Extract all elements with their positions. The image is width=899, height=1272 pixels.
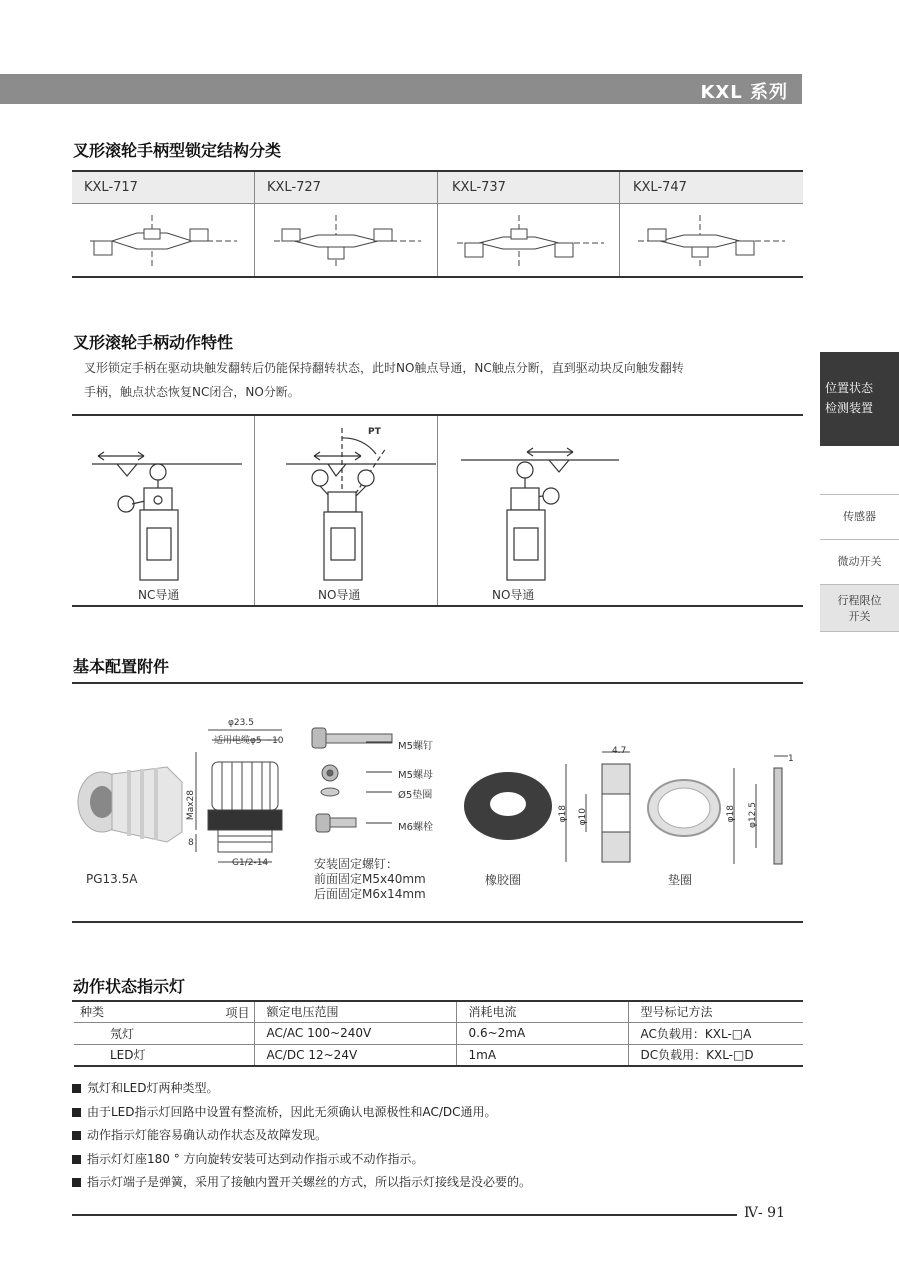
section3-top-rule	[72, 682, 803, 684]
caption-no-on: NO导通	[318, 588, 361, 602]
label-m5-screw: M5螺钉	[398, 741, 433, 752]
list-item	[72, 1148, 531, 1172]
lever-737-icon	[457, 215, 604, 267]
sidebar-item-label-line2: 开关	[848, 610, 871, 623]
action-description-line2: 手柄，触点状态恢复NC闭合，NO分断。	[84, 385, 300, 399]
cell-model: AC负载用：KXL-□A	[628, 1022, 803, 1044]
sidebar-item-sensor[interactable]	[820, 494, 899, 538]
cell-voltage: AC/AC 100~240V	[254, 1022, 456, 1044]
footer-rule	[72, 1214, 737, 1216]
section-title-accessories: 基本配置附件	[73, 657, 170, 676]
lever-727-icon	[274, 215, 421, 267]
cable-gland-drawing	[196, 730, 282, 862]
bullet-text: 指示灯灯座180 ° 方向旋转安装可达到动作指示或不动作指示。	[87, 1151, 424, 1166]
dim-1: 1	[788, 754, 794, 764]
section2-bottom-rule	[72, 605, 803, 607]
action-description-line1: 叉形锁定手柄在驱动块触发翻转后仍能保持翻转状态，此时NO触点导通，NC触点分断，直到驱动块反向触发翻转	[84, 361, 684, 375]
bullet-square-icon	[72, 1178, 81, 1187]
model-label-737: KXL-737	[452, 180, 506, 195]
dim-max28: Max28	[186, 790, 196, 821]
switch-action-diagrams	[72, 418, 803, 588]
sidebar-item-label: 行程限位	[837, 594, 882, 607]
sidebar-active-line2: 检测装置	[825, 401, 874, 415]
rubber-ring-photo	[464, 772, 552, 840]
lever-type-drawings	[72, 205, 803, 275]
indicator-bullet-list	[72, 1077, 531, 1195]
corner-left-label: 种类	[80, 1005, 105, 1020]
rubber-ring-section	[566, 752, 630, 862]
washer-section	[734, 756, 788, 864]
install-line1: 安装固定螺钉：	[314, 857, 399, 871]
install-screw-note	[314, 857, 426, 902]
switch-nc-state-icon	[92, 452, 242, 580]
lever-747-icon	[638, 215, 785, 267]
label-washer: 垫圈	[668, 873, 693, 887]
dim-phi-23-5: φ23.5	[228, 718, 254, 728]
bullet-text: 动作指示灯能容易确认动作状态及故障发现。	[87, 1128, 328, 1142]
header-current: 消耗电流	[456, 1002, 628, 1022]
label-5-washer: Ø5垫圈	[398, 790, 433, 801]
sidebar-active-line1: 位置状态	[825, 381, 874, 395]
switch-no-state-icon	[286, 428, 436, 580]
lever-717-icon	[90, 215, 237, 267]
label-rubber-ring: 橡胶圈	[485, 873, 522, 887]
bullet-text: 由于LED指示灯回路中设置有整流桥，因此无须确认电源极性和AC/DC通用。	[87, 1104, 497, 1119]
table-row	[74, 1044, 803, 1066]
accessories-drawings	[72, 712, 803, 902]
corner-right-label: 项目	[225, 1006, 250, 1020]
list-item	[72, 1124, 531, 1148]
sidebar-item-label: 微动开关	[837, 555, 882, 568]
list-item	[72, 1171, 531, 1195]
indicator-lamp-table	[74, 1002, 803, 1067]
header-voltage: 额定电压范围	[254, 1002, 456, 1022]
sidebar-item-limit-switch[interactable]	[820, 584, 899, 632]
cell-type: 氖灯	[74, 1022, 254, 1044]
install-line3: 后面固定M6x14mm	[314, 887, 426, 901]
sidebar-item-microswitch[interactable]	[820, 539, 899, 583]
install-line2: 前面固定M5x40mm	[314, 872, 426, 886]
bullet-text: 指示灯端子是弹簧，采用了接触内置开关螺丝的方式，所以指示灯接线是没必要的。	[87, 1175, 532, 1189]
caption-nc-on: NC导通	[138, 588, 180, 602]
section-title-indicator-lamp: 动作状态指示灯	[73, 977, 186, 996]
dim-phi18-washer: φ18	[726, 805, 736, 823]
list-item	[72, 1101, 531, 1125]
section-title-lock-types: 叉形滚轮手柄型锁定结构分类	[73, 141, 282, 160]
table-corner-cell	[74, 1002, 254, 1022]
model-label-747: KXL-747	[633, 180, 687, 195]
series-title: KXL 系列	[700, 82, 788, 103]
section-title-action-characteristics: 叉形滚轮手柄动作特性	[73, 333, 234, 352]
table-row	[74, 1022, 803, 1044]
bullet-square-icon	[72, 1084, 81, 1093]
pt-label: PT	[368, 427, 381, 437]
cell-current: 0.6~2mA	[456, 1022, 628, 1044]
dim-cable-range: 适用电缆φ5 ~10	[214, 736, 284, 746]
dim-g12: G1/2-14	[232, 858, 269, 868]
cell-current: 1mA	[456, 1044, 628, 1066]
dim-phi18-ring: φ18	[558, 805, 568, 823]
model-label-727: KXL-727	[267, 180, 321, 195]
sidebar-active-category[interactable]	[820, 352, 899, 446]
list-item	[72, 1077, 531, 1101]
model-label-717: KXL-717	[84, 180, 138, 195]
section3-bottom-rule	[72, 921, 803, 923]
dim-phi12-5: φ12.5	[748, 802, 758, 828]
section1-bottom-rule	[72, 276, 803, 278]
cell-model: DC负载用：KXL-□D	[628, 1044, 803, 1066]
header-model: 型号标记方法	[628, 1002, 803, 1022]
label-m6-bolt: M6螺栓	[398, 822, 433, 833]
washer-photo	[648, 780, 720, 836]
sidebar-item-label: 传感器	[843, 510, 876, 523]
dim-8: 8	[188, 838, 194, 848]
label-m5-nut: M5螺母	[398, 770, 433, 781]
switch-no-returned-icon	[461, 448, 619, 580]
cable-gland-photo	[78, 767, 182, 842]
page-number: Ⅳ- 91	[744, 1205, 785, 1221]
bullet-square-icon	[72, 1131, 81, 1140]
dim-4-7: 4.7	[612, 746, 627, 756]
label-pg13-5a: PG13.5A	[86, 872, 138, 886]
dim-phi10: φ10	[578, 808, 588, 826]
bullet-text: 氖灯和LED灯两种类型。	[87, 1081, 219, 1095]
bullet-square-icon	[72, 1155, 81, 1164]
series-header-bar	[0, 74, 802, 104]
screws-drawing	[312, 728, 392, 832]
table-header-row	[74, 1002, 803, 1022]
cell-type: LED灯	[74, 1044, 254, 1066]
bullet-square-icon	[72, 1108, 81, 1117]
caption-no-on-2: NO导通	[492, 588, 535, 602]
cell-voltage: AC/DC 12~24V	[254, 1044, 456, 1066]
